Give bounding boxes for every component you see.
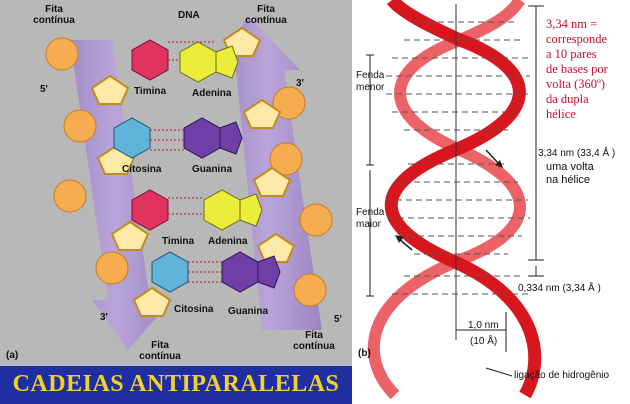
groove-minor-label-2: menor: [356, 82, 385, 93]
banner-title: CADEIAS ANTIPARALELAS: [12, 371, 340, 397]
panel-a-label: (a): [6, 350, 19, 361]
base-label-adenine-1: Adenina: [192, 88, 232, 99]
turn-note: [546, 17, 628, 122]
base-label-cytosine-1: Citosina: [122, 164, 162, 175]
hbond-label: ligação de hidrogênio: [514, 370, 610, 381]
prime-3-top-right: 3': [296, 78, 304, 89]
strand-label-top-left: Fita contínua: [33, 4, 75, 26]
prime-5-top-left: 5': [40, 84, 48, 95]
strand-label-bottom-right: Fita contínua: [293, 330, 335, 352]
prime-5-bottom-right: 5': [334, 314, 342, 325]
dna-title: DNA: [178, 10, 200, 21]
rise-label: 0,334 nm (3,34 Å ): [518, 283, 601, 294]
prime-3-bottom-left: 3': [100, 312, 108, 323]
groove-major-label-1: Fenda: [356, 207, 385, 218]
turn-note-line: a 10 pares: [546, 47, 597, 61]
turn-note-line: da dupla: [546, 92, 589, 106]
base-label-guanine-2: Guanina: [228, 306, 269, 317]
turn-note-line: 3,34 nm =: [546, 17, 598, 31]
turn-label-3: na hélice: [546, 174, 591, 186]
groove-major-label-2: maior: [356, 219, 382, 230]
turn-dimension: [528, 6, 544, 276]
panel-b-label: (b): [358, 348, 371, 359]
hbond-pointer: [486, 368, 512, 376]
base-label-cytosine-2: Citosina: [174, 304, 214, 315]
strand-label-top-right: Fita contínua: [245, 4, 287, 26]
base-label-thymine-2: Timina: [162, 236, 195, 247]
turn-note-line: hélice: [546, 107, 576, 121]
groove-minor-label-1: Fenda: [356, 70, 385, 81]
turn-label-1: 3,34 nm (33,4 Å ): [538, 148, 616, 159]
turn-label-2: uma volta: [546, 161, 594, 173]
base-label-guanine-1: Guanina: [192, 164, 233, 175]
base-label-adenine-2: Adenina: [208, 236, 248, 247]
turn-note-line: volta (360º): [546, 77, 606, 91]
width-label-2: (10 Å): [470, 336, 498, 347]
turn-note-line: corresponde: [546, 32, 608, 46]
base-label-thymine-1: Timina: [134, 86, 167, 97]
strand-label-bottom-left: Fita contínua: [139, 340, 181, 362]
turn-note-line: de bases por: [546, 62, 608, 76]
width-label-1: 1,0 nm: [468, 320, 499, 331]
